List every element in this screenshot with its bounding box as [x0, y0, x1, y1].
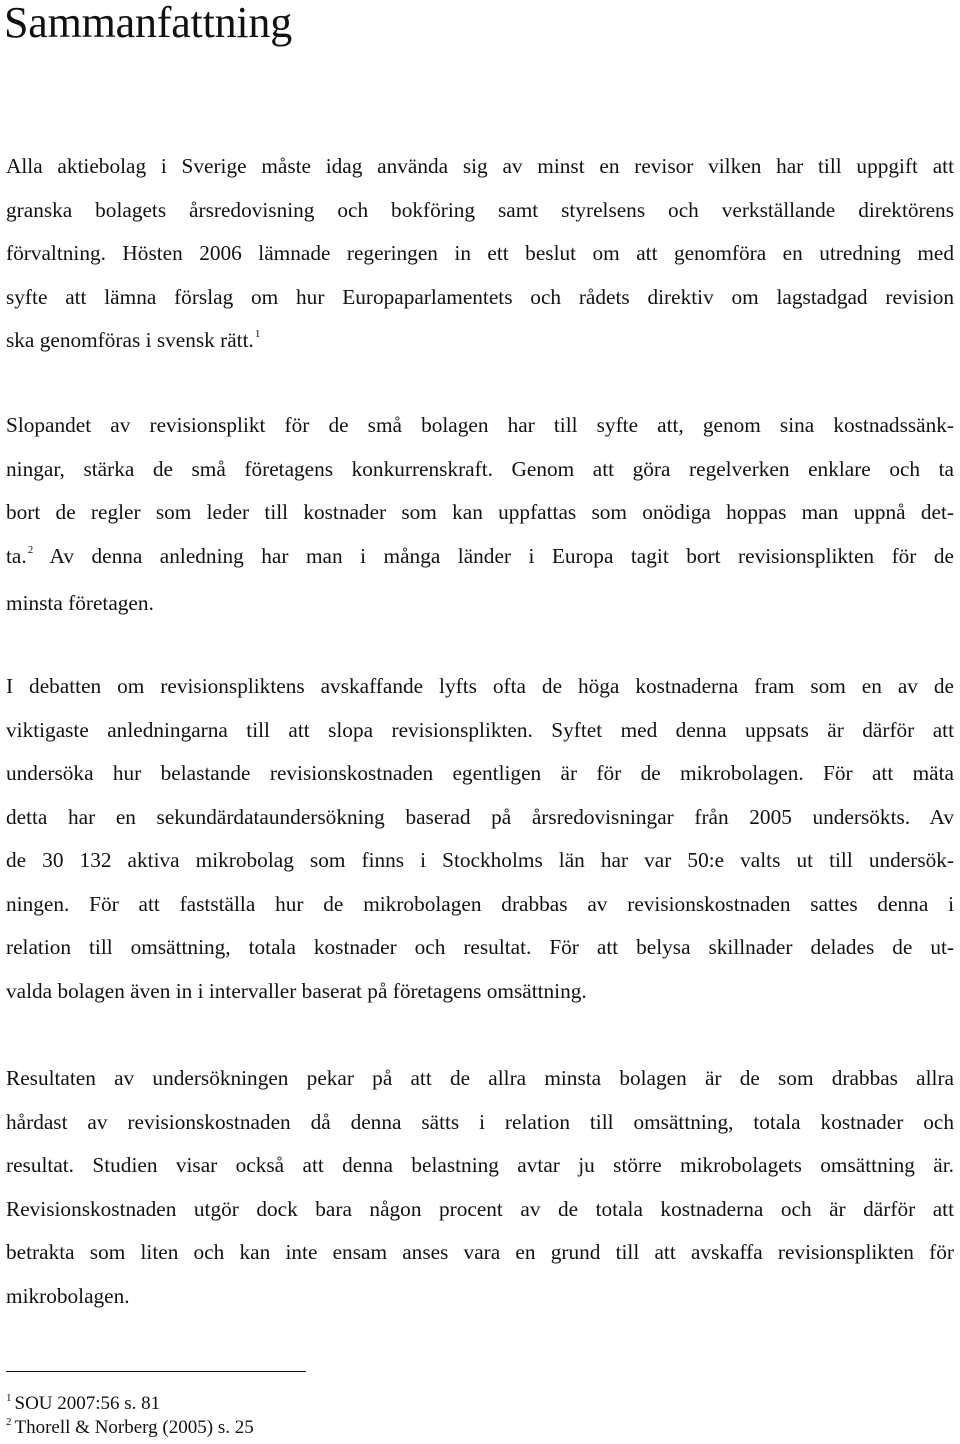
text-line: I debatten om revisionspliktens avskaffande lyfts ofta de höga kostnaderna fram som en av de: [6, 674, 954, 698]
text-line: resultat. Studien visar också att denna belastning avtar ju större mikrobolagets omsättning är.: [6, 1153, 954, 1177]
text-line: mikrobolagen.: [6, 1283, 130, 1308]
paragraph-debatten: [6, 665, 954, 1013]
text-line: ningen. För att fastställa hur de mikrobolagen drabbas av revisionskostnaden sattes denna i: [6, 891, 954, 916]
text-line: detta har en sekundärdataundersökning baserad på årsredovisningar från 2005 undersökts. Av: [6, 804, 954, 829]
paragraph-revisionsplikt: [6, 404, 954, 626]
footnote-2: [6, 1417, 254, 1441]
footnote-divider: [6, 1371, 306, 1372]
paragraph-resultaten: [6, 1057, 954, 1318]
text-line: Slopandet av revisionsplikt för de små bolagen har till syfte att, genom sina kostnadssänk-: [6, 413, 954, 437]
text-segment: Av denna anledning har man i många länder i Europa tagit bort revisionsplikten för de: [49, 543, 954, 568]
text-segment: ta.: [6, 543, 27, 568]
footnote-reference: 2: [27, 543, 34, 556]
text-line: minsta företagen.: [6, 591, 154, 615]
footnote-1: [6, 1393, 160, 1417]
page-title: Sammanfattning: [4, 0, 293, 47]
footnote-text: SOU 2007:56 s. 81: [14, 1393, 161, 1414]
text-line: bort de regler som leder till kostnader som kan uppfattas som onödiga hoppas man uppnå det-: [6, 500, 954, 524]
text-line: syfte att lämna förslag om hur Europaparlamentets och rådets direktiv om lagstadgad revision: [6, 284, 954, 309]
footnote-number: 1: [6, 1392, 12, 1404]
text-line: Revisionskostnaden utgör dock bara någon procent av de totala kostnaderna och är därför att: [6, 1196, 954, 1221]
text-line: ningar, stärka de små företagens konkurrenskraft. Genom att göra regelverken enklare och ta: [6, 456, 954, 481]
text-line: [6, 535, 954, 583]
text-line: Alla aktiebolag i Sverige måste idag använda sig av minst en revisor vilken har till uppgift att: [6, 154, 954, 178]
text-segment: ska genomföras i svensk rätt.: [6, 328, 254, 352]
text-line: undersöka hur belastande revisionskostnaden egentligen är för de mikrobolagen. För att mäta: [6, 761, 954, 785]
footnote-number: 2: [6, 1416, 12, 1428]
text-line: viktigaste anledningarna till att slopa revisionsplikten. Syftet med denna uppsats är därför att: [6, 717, 954, 742]
text-line: de 30 132 aktiva mikrobolag som finns i Stockholms län har var 50:e valts ut till undersök-: [6, 848, 954, 872]
footnote-text: Thorell & Norberg (2005) s. 25: [14, 1417, 254, 1438]
text-line: Resultaten av undersökningen pekar på att de allra minsta bolagen är de som drabbas allra: [6, 1066, 954, 1090]
text-line: betrakta som liten och kan inte ensam anses vara en grund till att avskaffa revisionsplikten för: [6, 1240, 954, 1264]
text-line: relation till omsättning, totala kostnader och resultat. För att belysa skillnader delades de ut-: [6, 935, 954, 959]
footnote-reference: 1: [254, 328, 261, 340]
paragraph-intro: [6, 145, 954, 367]
text-line: granska bolagets årsredovisning och bokföring samt styrelsens och verkställande direktörens: [6, 197, 954, 222]
text-line: hårdast av revisionskostnaden då denna sätts i relation till omsättning, totala kostnader och: [6, 1109, 954, 1134]
text-line: valda bolagen även in i intervaller baserat på företagens omsättning.: [6, 978, 587, 1003]
text-line: förvaltning. Hösten 2006 lämnade regeringen in ett beslut om att genomföra en utredning med: [6, 241, 954, 265]
text-line: [6, 319, 954, 367]
